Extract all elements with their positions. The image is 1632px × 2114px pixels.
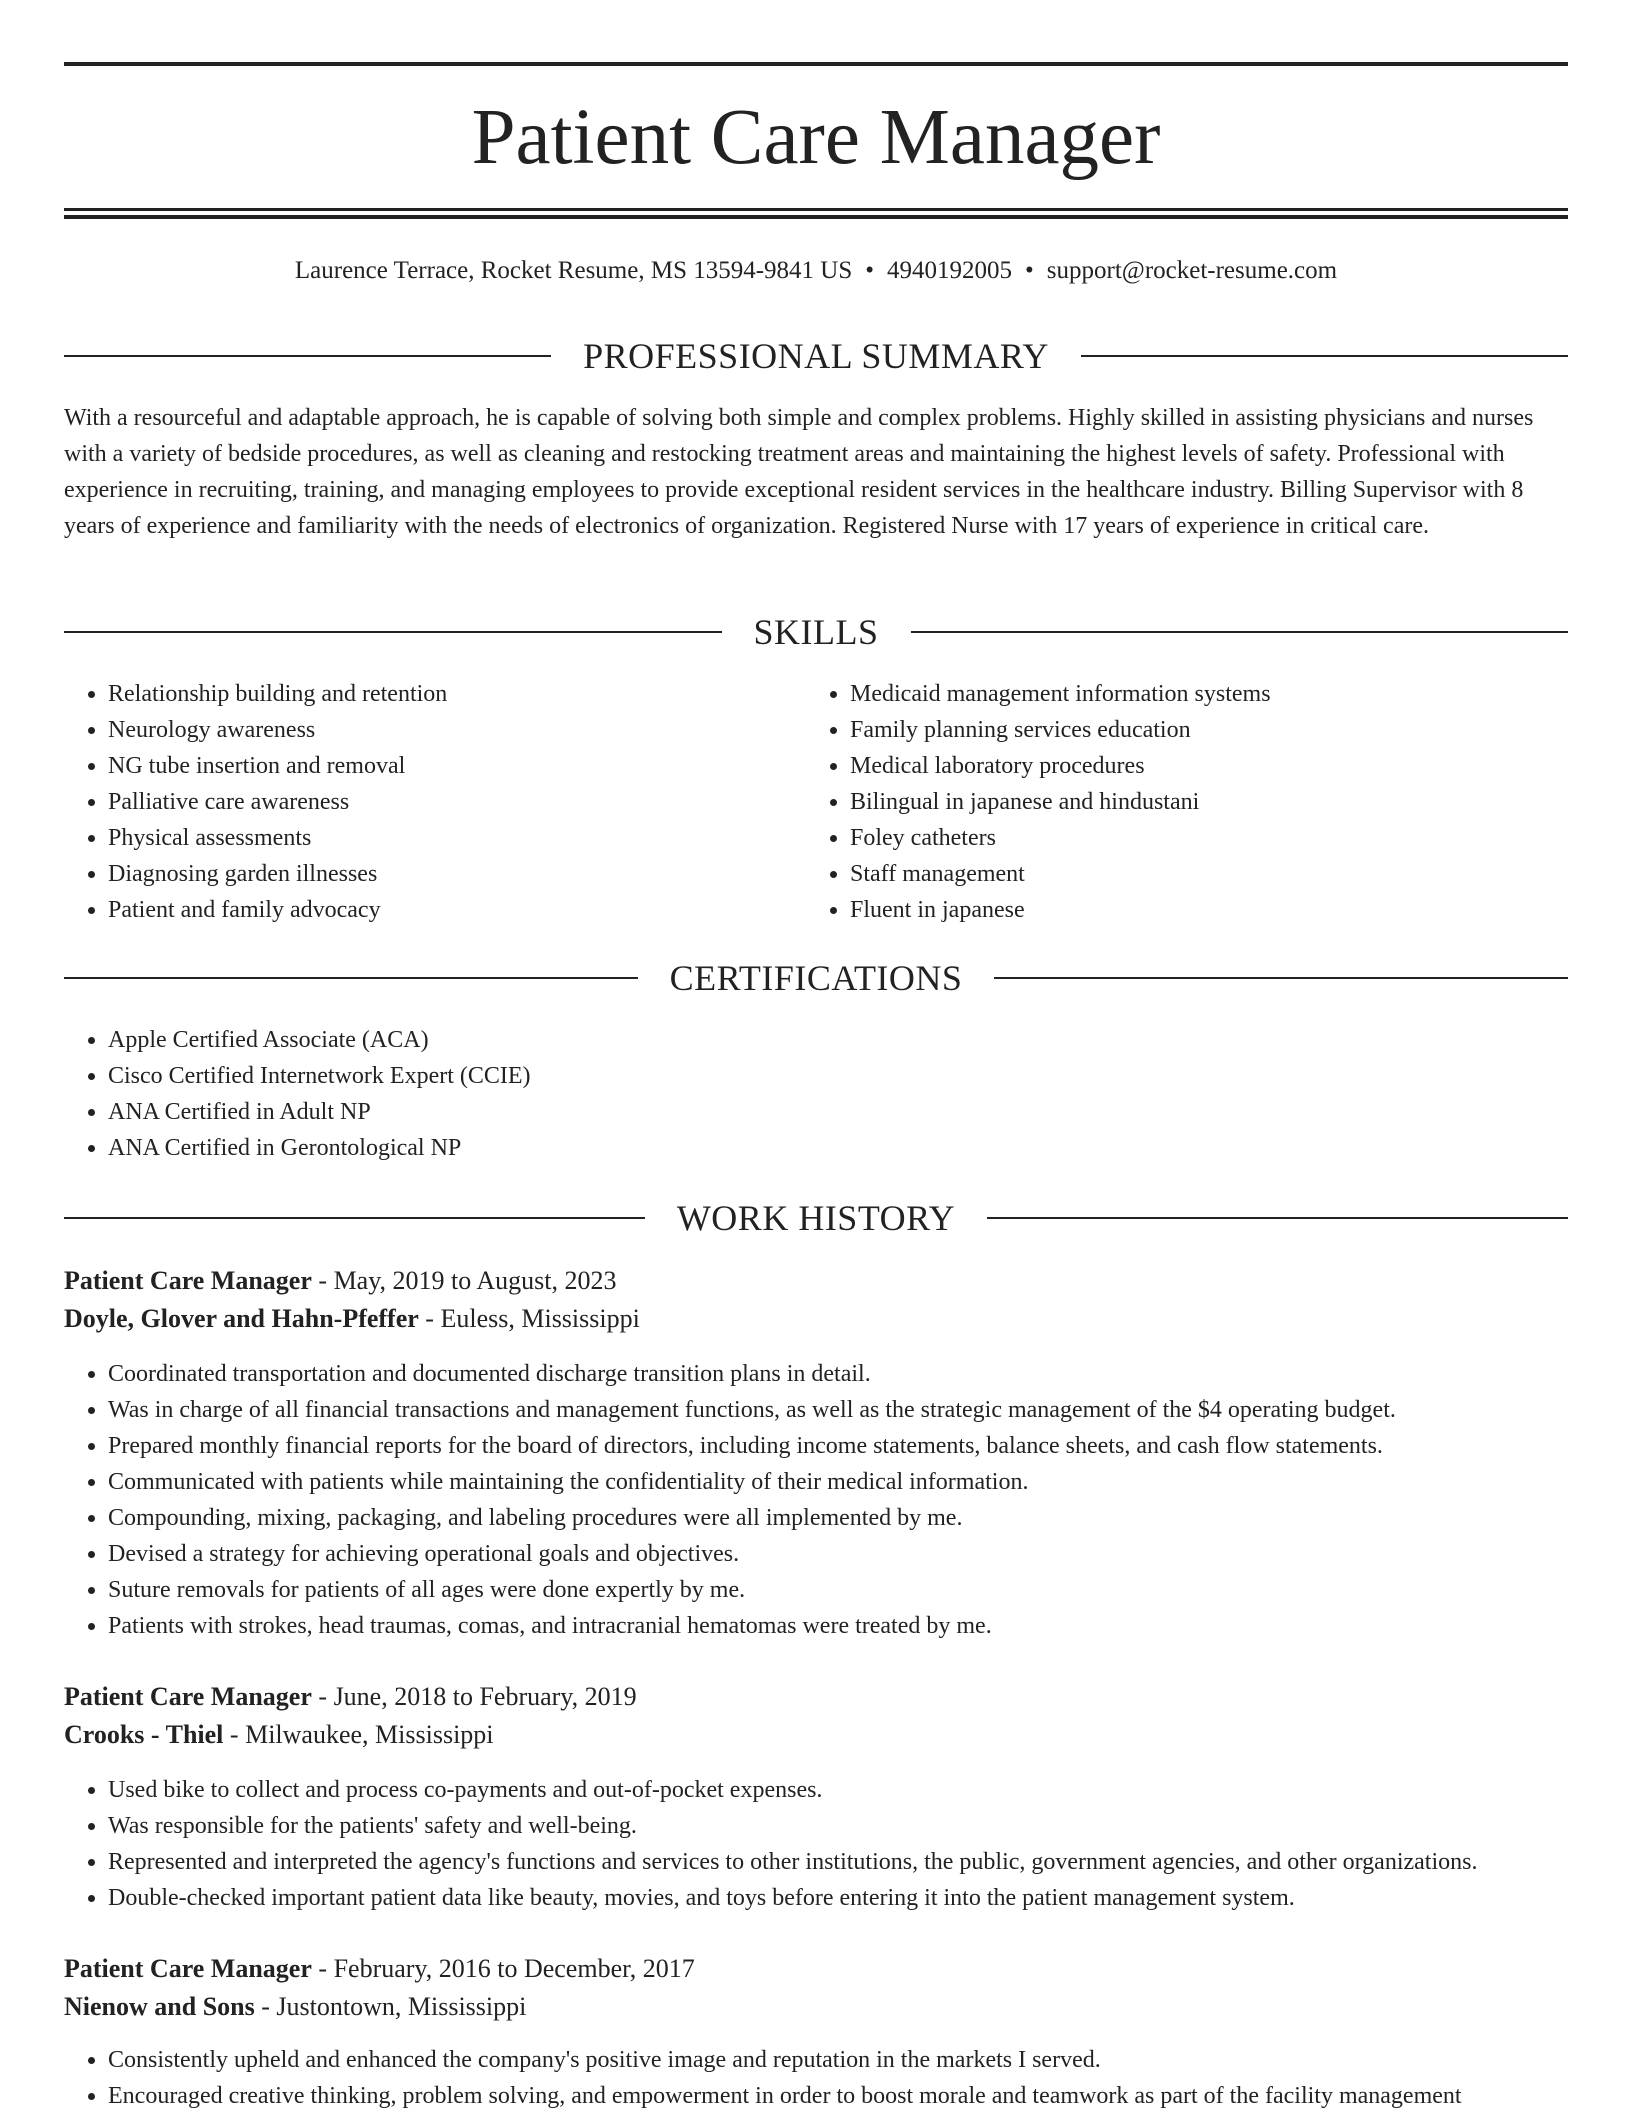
list-item: • Was in charge of all financial transactions and management functions, as well as the strategic management of the $4 operating budget. (108, 1392, 1568, 1428)
list-item: • Relationship building and retention (108, 676, 804, 712)
job-location: Justontown, Mississippi (276, 1992, 527, 2021)
list-item: • ANA Certified in Gerontological NP (108, 1130, 1568, 1166)
job-company-line (64, 1716, 1568, 1754)
contact-phone: 4940192005 (887, 257, 1013, 284)
divider (64, 1217, 645, 1219)
job-dates: June, 2018 to February, 2019 (333, 1682, 637, 1711)
divider (64, 355, 551, 357)
list-item: • Physical assessments (108, 820, 804, 856)
list-item: • Used bike to collect and process co-payments and out-of-pocket expenses. (108, 1772, 1568, 1808)
job-bullet-list (64, 1772, 1568, 1916)
list-item: • Double-checked important patient data like beauty, movies, and toys before entering it into the patient management system. (108, 1880, 1568, 1916)
list-item: • ANA Certified in Adult NP (108, 1094, 1568, 1130)
certifications-list (64, 1022, 1568, 1166)
list-item: • Family planning services education (850, 712, 1566, 748)
job-bullets (64, 1356, 1568, 1644)
list-item: • NG tube insertion and removal (108, 748, 804, 784)
list-item: • Staff management (850, 856, 1566, 892)
summary-heading: PROFESSIONAL SUMMARY (583, 336, 1049, 376)
job-bullets (64, 2042, 1568, 2114)
skills-right-list (806, 676, 1566, 928)
job-company: Crooks - Thiel (64, 1720, 224, 1749)
header-double-rule (64, 208, 1568, 219)
list-item: • Patient and family advocacy (108, 892, 804, 928)
job-dash: - (223, 1720, 246, 1749)
contact-line (64, 255, 1568, 287)
divider (994, 977, 1568, 979)
contact-email: support@rocket-resume.com (1046, 257, 1338, 284)
contact-address: Laurence Terrace, Rocket Resume, MS 13594-9841 US (294, 257, 853, 284)
job-dash: - (311, 1682, 334, 1711)
divider (64, 631, 722, 633)
divider (1081, 355, 1568, 357)
list-item: • Neurology awareness (108, 712, 804, 748)
job-title: Patient Care Manager (64, 1682, 312, 1711)
certifications-column (64, 1022, 1568, 1166)
summary-section-header (64, 334, 1568, 378)
job-bullet-list (64, 2042, 1568, 2114)
list-item: • Cisco Certified Internetwork Expert (CCIE) (108, 1058, 1568, 1094)
job-title-line (64, 1262, 1568, 1300)
job-bullets (64, 1772, 1568, 1916)
job-company-line (64, 1988, 1568, 2026)
job-dates: May, 2019 to August, 2023 (333, 1266, 617, 1295)
certifications-heading: CERTIFICATIONS (669, 958, 963, 998)
contact-separator: • (865, 257, 875, 284)
list-item: • Patients with strokes, head traumas, comas, and intracranial hematomas were treated by me. (108, 1608, 1568, 1644)
list-item: • Was responsible for the patients' safety and well-being. (108, 1808, 1568, 1844)
list-item: • Bilingual in japanese and hindustani (850, 784, 1566, 820)
job-title-line (64, 1678, 1568, 1716)
job-dash: - (311, 1266, 334, 1295)
summary-text: With a resourceful and adaptable approach, he is capable of solving both simple and complex problems. Highly skilled in assisting physicians and nurses with a variety of bedside procedures, as well as cleaning and restocking treatment areas and maintaining the highest levels of safety. Professional with experience in recruiting, training, and managing employees to provide exceptional resident services in the healthcare industry. Billing Supervisor with 8 years of experience and familiarity with the needs of electronics of organization. Registered Nurse with 17 years of experience in critical care. (64, 405, 1534, 539)
skills-section-header (64, 610, 1568, 654)
contact-separator: • (1025, 257, 1034, 284)
certifications-section-header (64, 956, 1568, 1000)
divider (64, 977, 638, 979)
work-heading: WORK HISTORY (676, 1198, 956, 1238)
job-dates: February, 2016 to December, 2017 (333, 1954, 695, 1983)
job-location: Milwaukee, Mississippi (245, 1720, 494, 1749)
list-item: • Consistently upheld and enhanced the company's positive image and reputation in the markets I served. (108, 2042, 1568, 2078)
skills-left-column (64, 676, 804, 928)
job-title-line (64, 1950, 1568, 1988)
list-item: • Encouraged creative thinking, problem solving, and empowerment in order to boost morale and teamwork as part of the facility management (108, 2078, 1568, 2114)
list-item: • Palliative care awareness (108, 784, 804, 820)
job-company-line (64, 1300, 1568, 1338)
list-item: • Represented and interpreted the agency's functions and services to other institutions, the public, government agencies, and other organizations. (108, 1844, 1568, 1880)
list-item: • Suture removals for patients of all ages were done expertly by me. (108, 1572, 1568, 1608)
resume-title: Patient Care Manager (471, 94, 1161, 181)
list-item: • Devised a strategy for achieving operational goals and objectives. (108, 1536, 1568, 1572)
list-item: • Apple Certified Associate (ACA) (108, 1022, 1568, 1058)
list-item: • Medical laboratory procedures (850, 748, 1566, 784)
job-dash: - (311, 1954, 334, 1983)
divider (987, 1217, 1568, 1219)
job-title: Patient Care Manager (64, 1954, 312, 1983)
job-title: Patient Care Manager (64, 1266, 312, 1295)
job-dash: - (254, 1992, 277, 2021)
list-item: • Prepared monthly financial reports for the board of directors, including income statements, balance sheets, and cash flow statements. (108, 1428, 1568, 1464)
job-location: Euless, Mississippi (440, 1304, 640, 1333)
list-item: • Communicated with patients while maintaining the confidentiality of their medical information. (108, 1464, 1568, 1500)
job-company: Doyle, Glover and Hahn-Pfeffer (64, 1304, 419, 1333)
list-item: • Foley catheters (850, 820, 1566, 856)
list-item: • Medicaid management information systems (850, 676, 1566, 712)
list-item: • Coordinated transportation and documented discharge transition plans in detail. (108, 1356, 1568, 1392)
divider (911, 631, 1569, 633)
list-item: • Diagnosing garden illnesses (108, 856, 804, 892)
job-company: Nienow and Sons (64, 1992, 255, 2021)
job-bullet-list (64, 1356, 1568, 1644)
job-dash: - (418, 1304, 441, 1333)
list-item: • Fluent in japanese (850, 892, 1566, 928)
skills-right-column (806, 676, 1566, 928)
list-item: • Compounding, mixing, packaging, and labeling procedures were all implemented by me. (108, 1500, 1568, 1536)
header-top-rule (64, 62, 1568, 66)
skills-heading: SKILLS (753, 612, 879, 652)
work-section-header (64, 1196, 1568, 1240)
skills-left-list (64, 676, 804, 928)
